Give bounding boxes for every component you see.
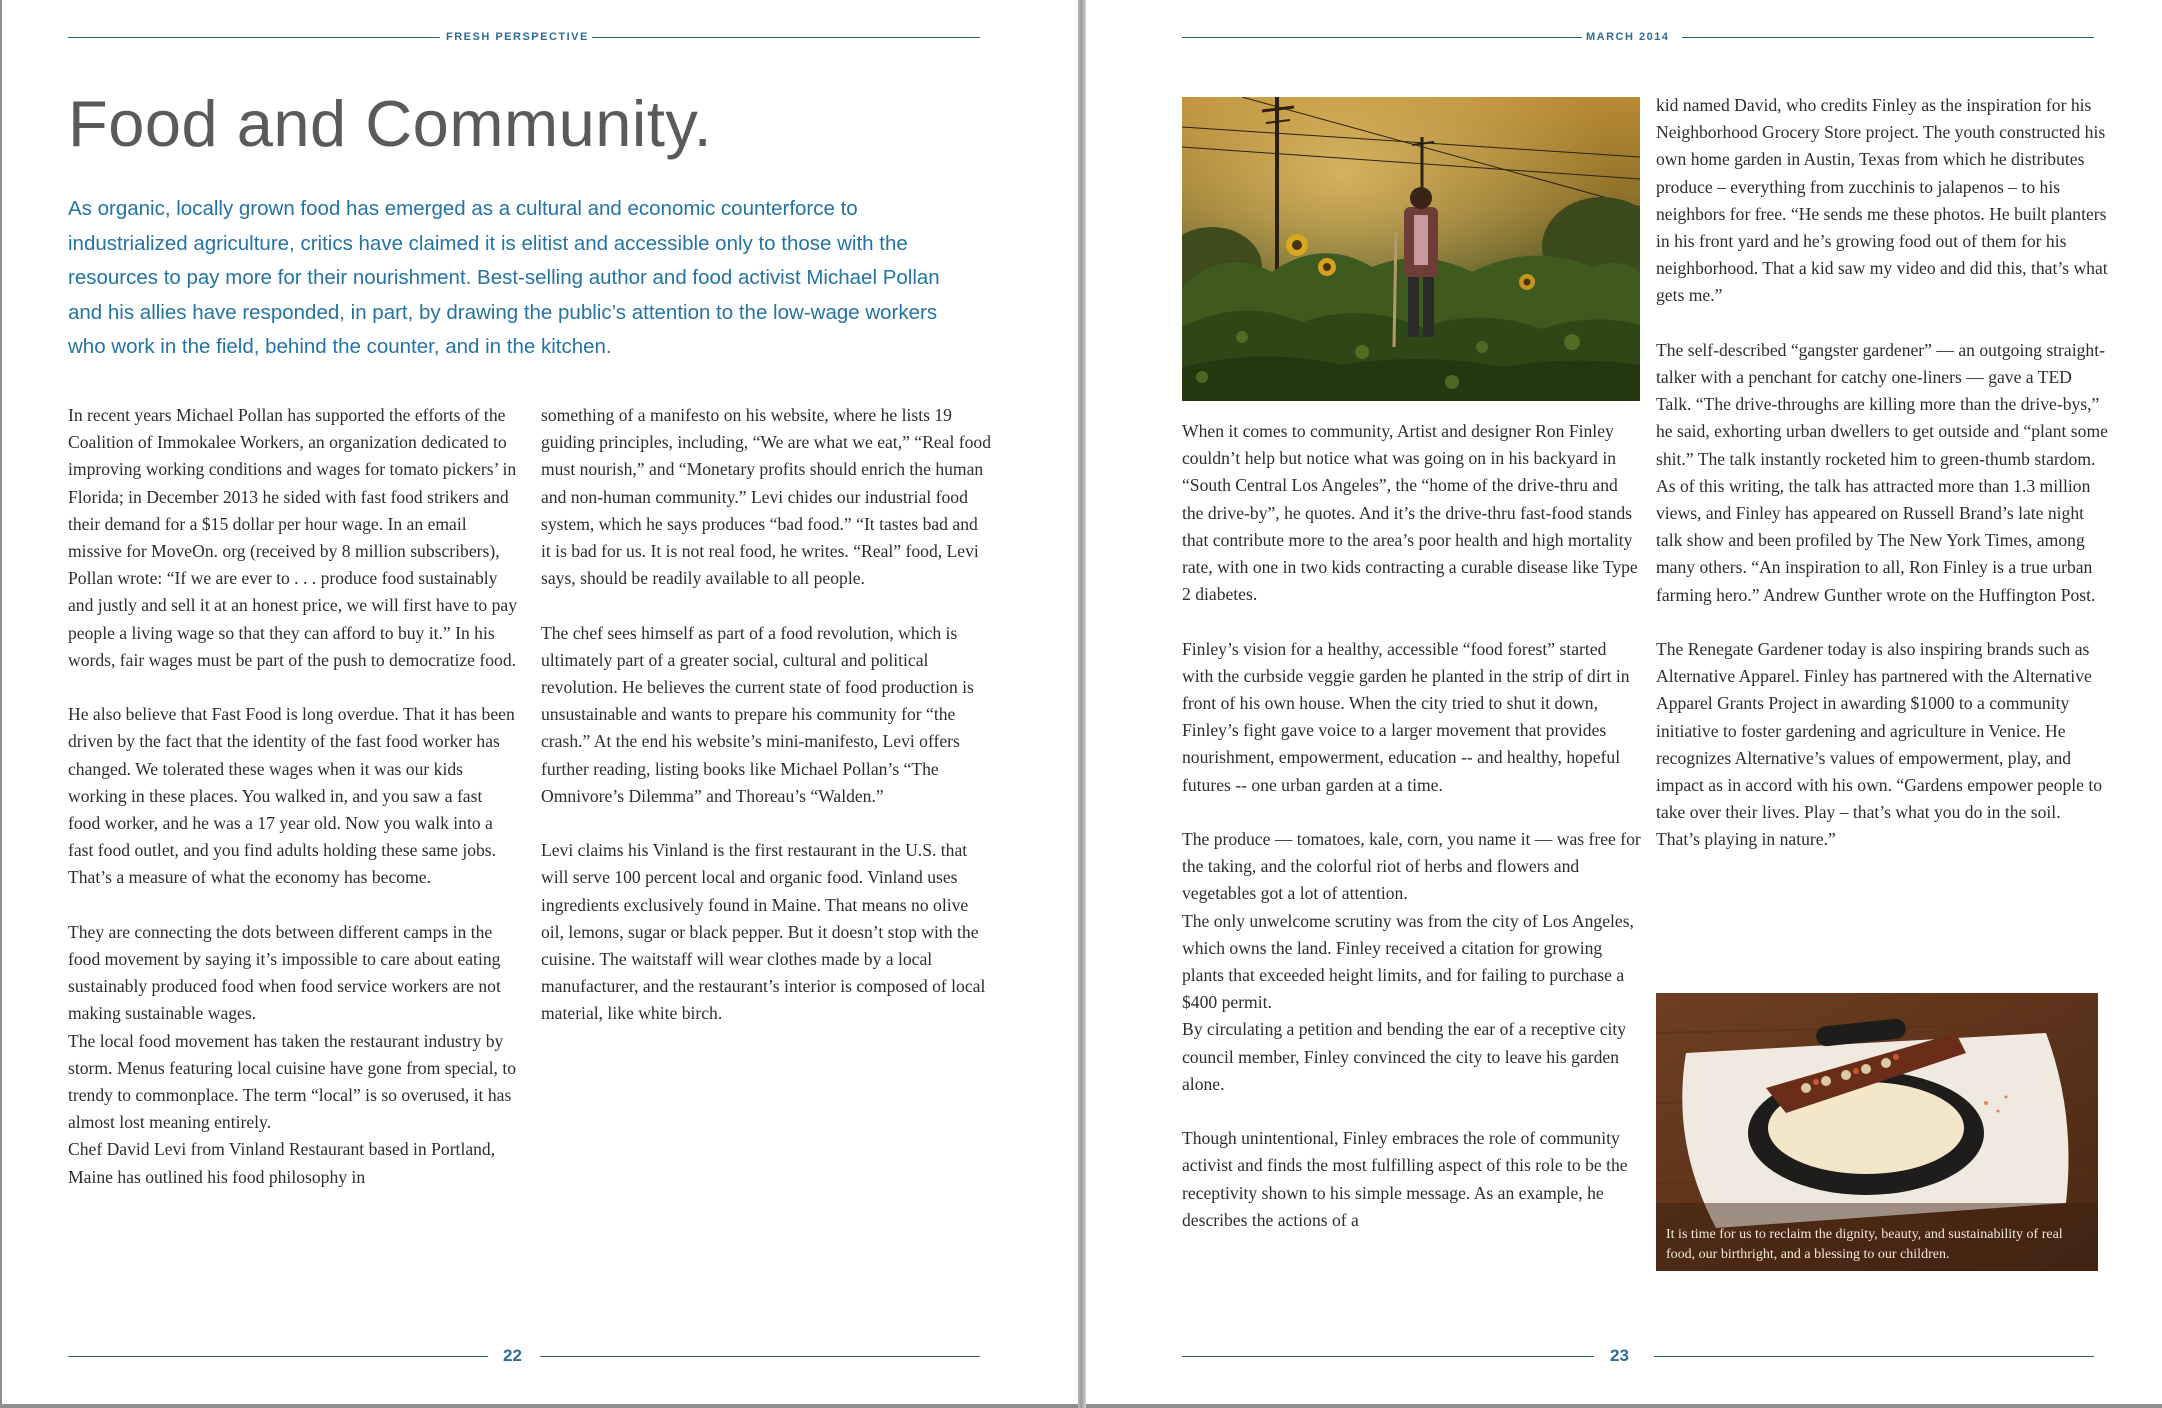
footer-rule-right-b	[1654, 1356, 2094, 1357]
right-page	[1086, 0, 2162, 1404]
running-head-right	[1182, 30, 2094, 44]
right-page-column-1	[1182, 418, 1642, 1234]
urban-garden-photo	[1182, 97, 1640, 401]
footer-right	[1182, 1346, 2094, 1366]
body-paragraph: Though unintentional, Finley embraces the role of community activist and finds the most fulfilling aspect of this role to be the receptivity shown to his simple message. As an example, he describes the actions of a	[1182, 1128, 1628, 1230]
body-paragraph: Levi claims his Vinland is the first restaurant in the U.S. that will serve 100 percent local and organic food. Vinland uses ingredients exclusively found in Maine. That means no olive oil, lemons, sugar or black pepper. But it doesn’t stop with the cuisine. The waitstaff will wear clothes made by a local manufacturer, and the restaurant’s interior is composed of local material, like white birch.	[541, 840, 986, 1024]
article-dek: As organic, locally grown food has emerged as a cultural and economic counterforce to industrialized agriculture, critics have claimed it is elitist and accessible only to those with the resources to pay more for their nourishment. Best-selling author and food activist Michael Pollan and his allies have responded, in part, by drawing the public’s attention to the low-wage workers who work in the field, behind the counter, and in the kitchen.	[68, 197, 940, 358]
article-headline: Food and Community.	[68, 87, 713, 160]
page-number-left: 22	[503, 1346, 522, 1365]
running-head-label: FRESH PERSPECTIVE	[446, 31, 589, 43]
body-paragraph: The chef sees himself as part of a food revolution, which is ultimately part of a greater social, cultural and political revolution. He believes the current state of food production is unsustainable and wants to prepare his community for “the crash.” At the end his website’s mini-manifesto, Levi offers further reading, listing books like Michael Pollan’s “The Omnivore’s Dilemma” and Thoreau’s “Walden.”	[541, 622, 974, 806]
body-paragraph: By circulating a petition and bending the ear of a receptive city council member, Finley convinced the city to leave his garden alone.	[1182, 1019, 1627, 1094]
footer-rule-right-a	[1182, 1356, 1594, 1357]
body-paragraph: The only unwelcome scrutiny was from the city of Los Angeles, which owns the land. Finley received a citation for growing plants that exceeded height limits, and for failing to purchase a $400 permit.	[1182, 910, 1634, 1013]
footer-left	[68, 1346, 980, 1366]
header-rule-left-a	[68, 37, 440, 38]
footer-rule-left-a	[68, 1356, 488, 1357]
garden-photo-illustration	[1182, 97, 1640, 401]
right-page-column-2	[1656, 92, 2108, 854]
body-paragraph: The self-described “gangster gardener” — an outgoing straight-talker with a penchant for catchy one-liners — gave a TED Talk. “The drive-throughs are killing more than the drive-bys,” he said, exhorting urban dwellers to get outside and “plant some shit.” The talk instantly rocketed him to green-thumb stardom. As of this writing, the talk has attracted more than 1.3 million views, and Finley has appeared on Russell Brand’s late night talk show and been profiled by The New York Times, among many others. “An inspiration to all, Ron Finley is a true urban farming hero.” Andrew Gunther wrote on the Huffington Post.	[1656, 339, 2108, 605]
body-paragraph: When it comes to community, Artist and designer Ron Finley couldn’t help but notice what was going on in his backyard in “South Central Los Angeles”, the “home of the drive-thru and the drive-by”, he quotes. And it’s the drive-thru fast-food stands that contribute more to the area’s poor health and high mortality rate, with one in two kids contracting a curable disease like Type 2 diabetes.	[1182, 421, 1638, 605]
body-paragraph: something of a manifesto on his website, where he lists 19 guiding principles, including, “We are what we eat,” “Real food must nourish,” and “Monetary profits should enrich the human and non-human community.” Levi chides our industrial food system, which he says produces “bad food.” “It tastes bad and it is bad for us. It is not real food, he writes. “Real” food, Levi says, should be readily available to all people.	[541, 405, 991, 589]
body-paragraph: In recent years Michael Pollan has supported the efforts of the Coalition of Immokalee Workers, an organization dedicated to improving working conditions and wages for tomato pickers’ in Florida; in December 2013 he sided with fast food strikers and their demand for a $15 dollar per hour wage. In an email missive for MoveOn. org (received by 8 million subscribers), Pollan wrote: “If we are ever to . . . produce food sustainably and justly and sell it at an honest price, we will first have to pay people a living wage so that they can afford to buy it.” In his words, fair wages must be part of the push to democratize food.	[68, 405, 518, 670]
body-paragraph: The Renegate Gardener today is also inspiring brands such as Alternative Apparel. Finley has partnered with the Alternative Apparel Grants Project in awarding $1000 to a community initiative to foster gardening and agriculture in Venice. He recognizes Alternative’s values of empowerment, play, and impact as in accord with his own. “Gardens empower people to take over their lives. Play – that’s what you do in the soil. That’s playing in nature.”	[1656, 639, 2103, 850]
header-rule-right-b	[1682, 37, 2094, 38]
body-paragraph: Chef David Levi from Vinland Restaurant based in Portland, Maine has outlined his food philosophy in	[68, 1139, 496, 1187]
body-paragraph: They are connecting the dots between different camps in the food movement by saying it’s impossible to care about eating sustainably produced food when food service workers are not making sustainable wages.	[68, 921, 501, 1024]
left-page-column-1	[68, 402, 518, 1191]
header-rule-left-b	[592, 37, 980, 38]
footer-rule-left-b	[540, 1356, 980, 1357]
body-paragraph: He also believe that Fast Food is long overdue. That it has been driven by the fact that the identity of the fast food worker has changed. We tolerated these wages when it was our kids working in these places. You walked in, and you saw a fast food worker, and he was a 17 year old. Now you walk into a fast food outlet, and you find adults holding these same jobs. That’s a measure of what the economy has become.	[68, 704, 515, 888]
header-rule-right-a	[1182, 37, 1582, 38]
spine-gutter	[1078, 0, 1086, 1408]
photo-caption: It is time for us to reclaim the dignity, beauty, and sustainability of real food, our birthright, and a blessing to our children.	[1666, 1227, 2063, 1262]
page-number-right: 23	[1610, 1346, 1629, 1365]
body-paragraph: The produce — tomatoes, kale, corn, you name it — was free for the taking, and the colorful riot of herbs and flowers and vegetables got a lot of attention.	[1182, 829, 1641, 904]
left-page-column-2	[541, 402, 991, 1028]
body-paragraph: The local food movement has taken the restaurant industry by storm. Menus featuring local cuisine have gone from special, to trendy to commonplace. The term “local” is so overused, it has almost lost meaning entirely.	[68, 1030, 517, 1133]
running-head-date: MARCH 2014	[1586, 31, 1670, 43]
body-paragraph: kid named David, who credits Finley as the inspiration for his Neighborhood Grocery Store project. The youth constructed his own home garden in Austin, Texas from which he distributes produce – everything from zucchinis to jalapenos – to his neighbors for free. “He sends me these photos. He built planters in his front yard and he’s growing food out of them for his neighborhood. That a kid saw my video and did this, that’s what gets me.”	[1656, 95, 2108, 306]
body-paragraph: Finley’s vision for a healthy, accessible “food forest” started with the curbside veggie garden he planted in the strip of dirt in front of his own house. When the city tried to shut it down, Finley’s fight gave voice to a larger movement that provides nourishment, empowerment, education -- and healthy, hopeful futures -- one urban garden at a time.	[1182, 638, 1630, 795]
plated-dish-photo	[1656, 993, 2098, 1271]
left-page	[2, 0, 1078, 1404]
running-head-left	[68, 30, 980, 44]
